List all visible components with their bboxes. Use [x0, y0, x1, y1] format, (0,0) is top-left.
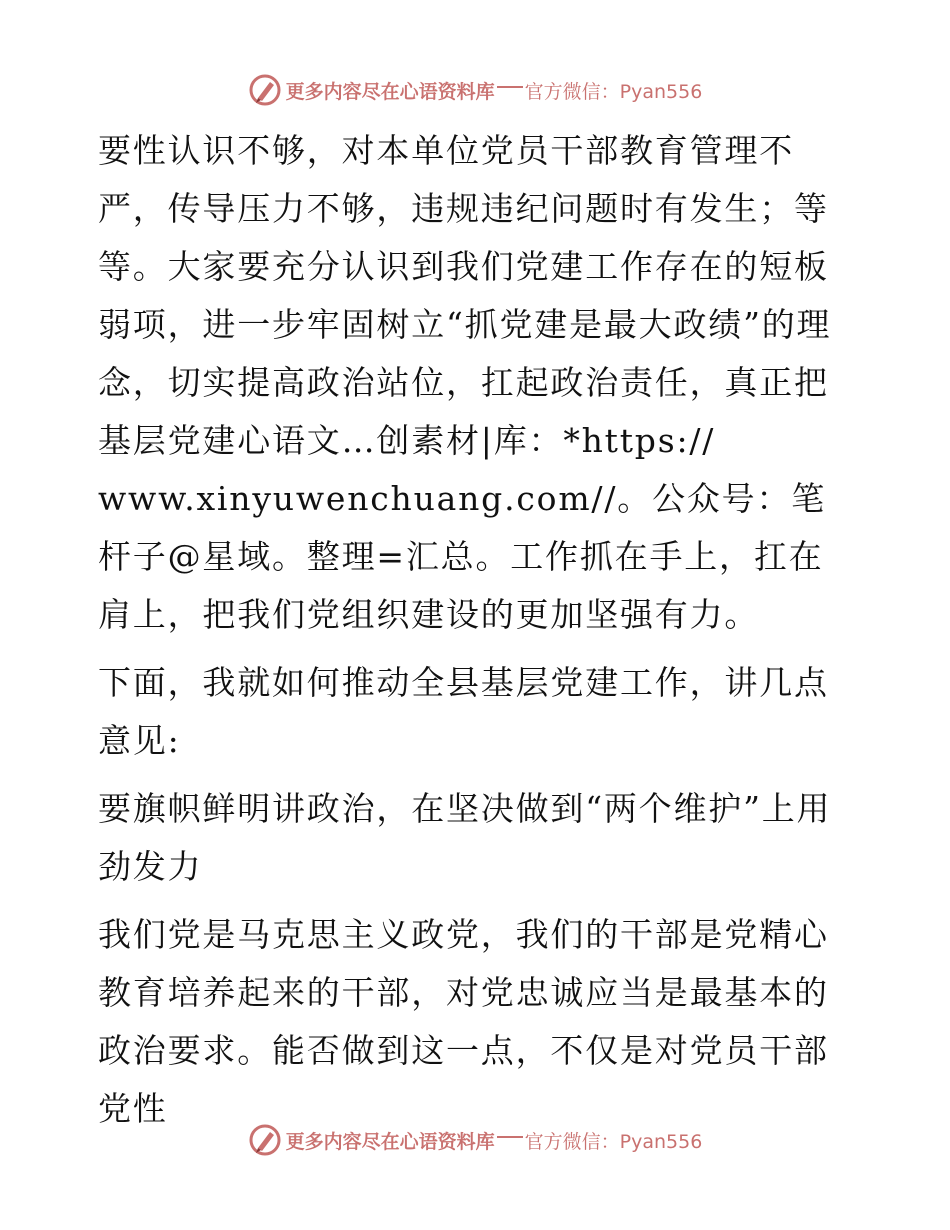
- paragraph-2: www.xinyuwenchuang.com//。公众号：笔杆子@星域。整理=汇总。工作抓在手上，扛在肩上，把我们党组织建设的更加坚强有力。: [98, 479, 827, 634]
- footer-brand-text: 更多内容尽在心语资料库: [285, 1130, 495, 1153]
- header-banner: [0, 70, 950, 110]
- footer-official-text: 官方微信：Pyan556: [524, 1130, 703, 1153]
- document-body: [98, 122, 858, 1138]
- footer-banner: [0, 1120, 950, 1160]
- paragraph-4: 要旗帜鲜明讲政治，在坚决做到“两个维护”上用劲发力: [98, 789, 832, 886]
- header-brand-text: 更多内容尽在心语资料库: [285, 80, 495, 103]
- pen-logo-icon: [248, 73, 282, 107]
- header-dash: [497, 86, 523, 88]
- paragraph-5: 我们党是马克思主义政党，我们的干部是党精心教育培养起来的干部，对党忠诚应当是最基本的政治要求。能否做到这一点，不仅是对党员干部党性: [98, 915, 829, 1128]
- paragraph-3: 下面，我就如何推动全县基层党建工作，讲几点意见:: [98, 663, 829, 760]
- header-official-text: 官方微信：Pyan556: [524, 80, 703, 103]
- pen-logo-icon: [248, 1123, 282, 1157]
- footer-dash: [497, 1136, 523, 1138]
- paragraph-1: 要性认识不够，对本单位党员干部教育管理不严，传导压力不够，违规违纪问题时有发生；等等。大家要充分认识到我们党建工作存在的短板弱项，进一步牢固树立“抓党建是最大政绩”的理念，切实提高政治站位，扛起政治责任，真正把基层党建心语文…创素材|库：*https://: [98, 131, 832, 460]
